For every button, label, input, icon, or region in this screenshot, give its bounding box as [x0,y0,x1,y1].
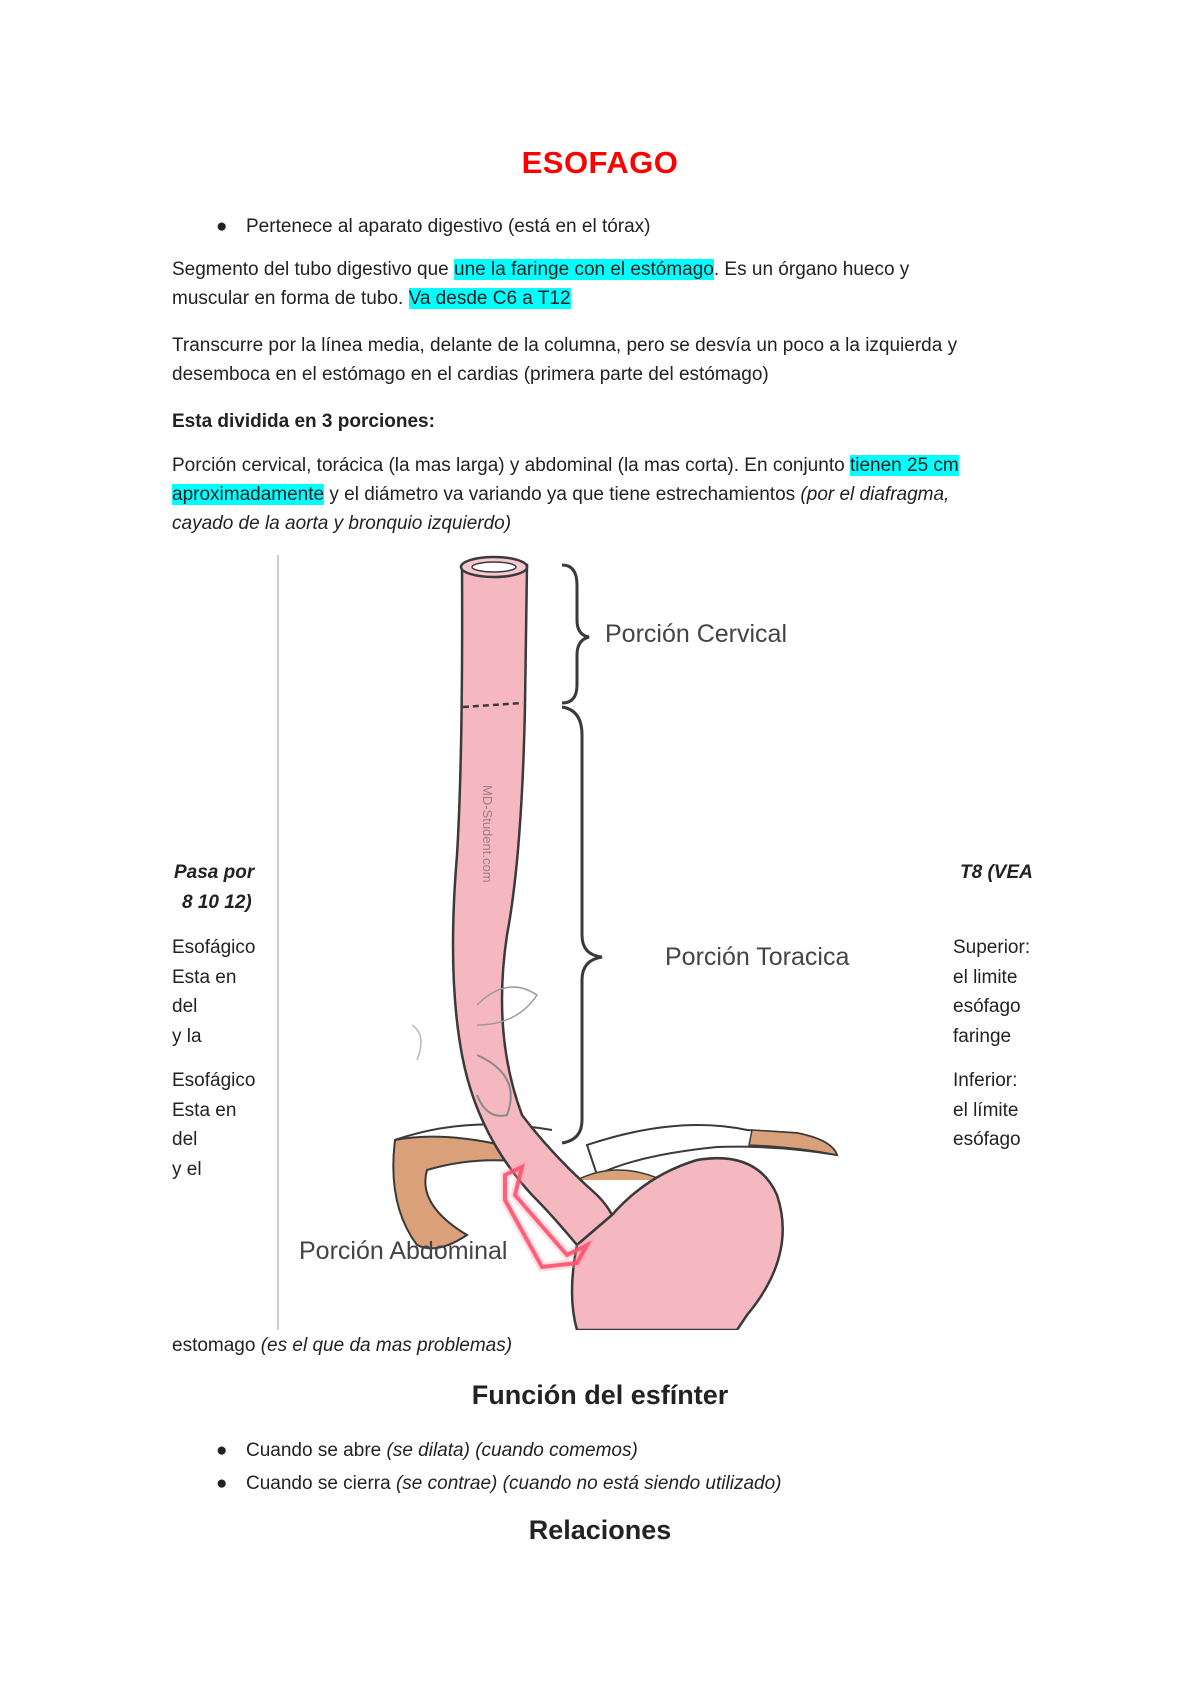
side-line: esófago [953,996,1021,1017]
esophagus-diagram [277,555,930,1330]
bullet-dot-icon: ● [216,216,228,237]
side-numbers: 8 10 12) [182,892,252,913]
side-line: Inferior: [953,1070,1018,1091]
after-figure-line [172,1331,1032,1360]
portions-heading: Esta dividida en 3 porciones: [172,411,435,432]
paragraph-definition [172,255,1032,284]
side-line: Esta en [172,1099,237,1121]
esophagus-lumen [472,562,516,572]
diaphragm-right-muscle [749,1130,837,1155]
side-line: y la [172,1025,202,1047]
nerve-hint [412,1025,421,1060]
paragraph-definition-line2 [172,284,1032,313]
paragraph-portions-line3: cayado de la aorta y bronquio izquierdo) [172,513,512,534]
text-span: y el diámetro va variando ya que tiene estrechamientos [324,484,801,505]
text-span: estomago [172,1335,261,1356]
text-span: Cuando se abre [246,1440,387,1461]
italic-span: (se dilata) (cuando comemos) [386,1440,638,1461]
diaphragm-crus [577,1170,662,1180]
side-line: el limite [953,966,1018,988]
text-span: muscular en forma de tubo. [172,288,409,309]
side-t8: T8 (VEA [960,862,1033,883]
text-span: . Es un órgano hueco y [713,259,910,280]
side-line: faringe [953,1025,1012,1047]
stomach [572,1158,783,1330]
text-span: Segmento del tubo digestivo que [172,259,455,280]
side-line: Esofágico [172,1070,256,1091]
side-pasa-por: Pasa por [174,862,255,883]
side-right-block2 [953,1066,1021,1155]
side-line: y el [172,1158,202,1180]
brace-thoracic [562,707,602,1143]
text-span: Cuando se cierra [246,1473,396,1494]
label-toracica: Porción Toracica [665,943,850,971]
paragraph-course-line2: desemboca en el estómago en el cardias (primera parte del estómago) [172,364,769,385]
page-title: ESOFAGO [521,145,679,180]
text-span: Porción cervical, torácica (la mas larga) y abdominal (la mas corta). En conjunto [172,455,850,476]
side-left-block2 [172,1066,255,1184]
side-line: del [172,996,198,1017]
side-line: el límite [953,1099,1019,1121]
list-item [216,212,651,241]
side-line: del [172,1129,198,1150]
side-line: Esofágico [172,937,256,958]
paragraph-portions-line2 [172,480,1032,509]
side-line: Esta en [172,966,237,988]
highlight-span: tienen 25 cm [849,455,959,476]
highlight-span: une la faringe con el estómago [454,259,714,280]
bullet-text: Pertenece al aparato digestivo (está en el tórax) [246,216,651,237]
side-line: Superior: [953,937,1031,958]
italic-span: (es el que da mas problemas) [260,1335,513,1356]
highlight-span: aproximadamente [172,484,325,505]
list-item [216,1469,782,1498]
side-line: esófago [953,1129,1021,1150]
highlight-span: Va desde C6 a T12 [408,288,571,309]
label-cervical: Porción Cervical [605,620,788,648]
section-heading-relaciones: Relaciones [528,1515,672,1545]
italic-span: (por el diafragma, [800,484,950,505]
italic-span: (se contrae) (cuando no está siendo utilizado) [395,1473,782,1494]
label-abdominal: Porción Abdominal [299,1237,508,1265]
bullet-dot-icon: ● [216,1440,228,1461]
esophagus-illustration [277,555,930,1330]
list-item [216,1436,638,1465]
paragraph-portions-line1 [172,451,1032,480]
bullet-dot-icon: ● [216,1473,228,1494]
side-right-block1 [953,933,1030,1051]
watermark-text: MD-Student.com [480,785,495,883]
brace-cervical [562,565,589,703]
section-heading-funcion: Función del esfínter [471,1380,729,1410]
paragraph-course-line1: Transcurre por la línea media, delante de la columna, pero se desvía un poco a la izquierda y [172,335,958,356]
side-left-block1 [172,933,255,1051]
